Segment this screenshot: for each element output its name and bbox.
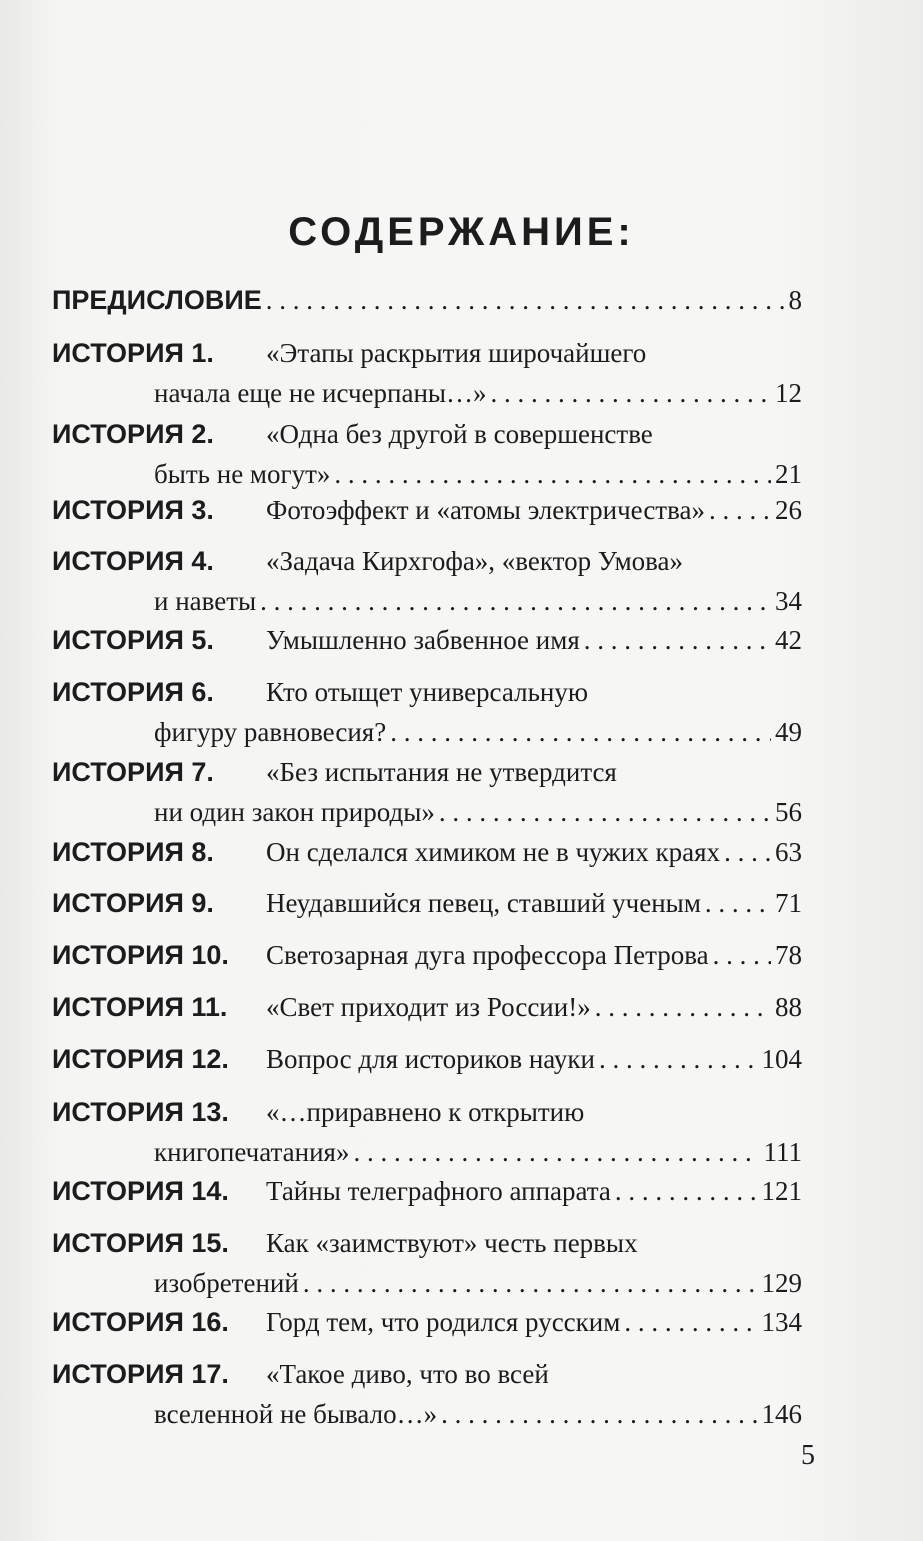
leader-dots <box>624 1302 757 1342</box>
toc-entry-label: ИСТОРИЯ 5. <box>52 625 214 655</box>
toc-page-number: 56 <box>775 797 802 827</box>
toc-entry-label: ИСТОРИЯ 2. <box>52 419 214 449</box>
leader-dots <box>303 1263 758 1303</box>
toc-entry-title-continued: фигуру равновесия? <box>154 717 387 747</box>
toc-page-number: 104 <box>761 1044 802 1074</box>
leader-dots <box>260 581 771 621</box>
toc-entry-title: Умышленно забвенное имя <box>266 625 580 655</box>
toc-entry-title: Неудавшийся певец, ставший ученым <box>266 888 701 918</box>
toc-entry-label: ИСТОРИЯ 17. <box>52 1359 229 1389</box>
toc-page-number: 134 <box>761 1307 802 1337</box>
toc-page-number: 88 <box>775 992 802 1022</box>
toc-entry-title: «Такое диво, что во всей <box>266 1359 549 1389</box>
toc-entry-label: ИСТОРИЯ 11. <box>52 992 228 1022</box>
toc-entry-title: «Задача Кирхгофа», «вектор Умова» <box>266 546 684 576</box>
toc-entry-title-continued: изобретений <box>154 1268 299 1298</box>
toc-entry-title: Кто отыщет универсальную <box>266 677 588 707</box>
toc-page-number: 111 <box>763 1137 802 1167</box>
toc-entry-title: «Без испытания не утвердится <box>266 757 617 787</box>
toc-entry-title: Вопрос для историков науки <box>266 1044 595 1074</box>
toc-page-number: 21 <box>775 459 802 489</box>
toc-page-number: 71 <box>775 888 802 918</box>
toc-page-number: 121 <box>761 1176 802 1206</box>
leader-dots <box>595 987 771 1027</box>
toc-entry-title: Горд тем, что родился русским <box>266 1307 621 1337</box>
toc-entry-title: Тайны телеграфного аппарата <box>266 1176 611 1206</box>
leader-dots <box>705 883 771 923</box>
toc-page-number: 129 <box>761 1268 802 1298</box>
toc-entry-title-continued: книгопечатания» <box>154 1137 350 1167</box>
toc-entry-title-continued: ни один закон природы» <box>154 797 435 827</box>
toc-entry-title: «Одна без другой в совершенстве <box>266 419 653 449</box>
leader-dots <box>713 935 771 975</box>
page-number: 5 <box>801 1440 815 1471</box>
toc-entry-label: ИСТОРИЯ 3. <box>52 495 214 525</box>
toc-entry-title-continued: вселенной не бывало…» <box>154 1399 438 1429</box>
leader-dots <box>709 490 771 530</box>
toc-page-number: 78 <box>775 940 802 970</box>
leader-dots <box>724 832 771 872</box>
leader-dots <box>439 792 771 832</box>
toc-entry-label: ПРЕДИСЛОВИЕ <box>52 285 262 315</box>
toc-page-number: 34 <box>775 586 802 616</box>
toc-entry-title: Фотоэффект и «атомы электричества» <box>266 495 705 525</box>
toc-entry-label: ИСТОРИЯ 12. <box>52 1044 229 1074</box>
toc-page-number: 26 <box>775 495 802 525</box>
toc-entry-label: ИСТОРИЯ 14. <box>52 1176 229 1206</box>
toc-page-number: 63 <box>775 837 802 867</box>
toc-entry-title-continued: начала еще не исчерпаны…» <box>154 378 487 408</box>
toc-entry-title: «…приравнено к открытию <box>266 1097 585 1127</box>
toc-page-number: 12 <box>775 378 802 408</box>
toc-entry-label: ИСТОРИЯ 4. <box>52 546 214 576</box>
toc-entry-title-continued: быть не могут» <box>154 459 331 489</box>
toc-entry-label: ИСТОРИЯ 16. <box>52 1307 229 1337</box>
toc-entry-label: ИСТОРИЯ 10. <box>52 940 229 970</box>
toc-page-number: 146 <box>761 1399 802 1429</box>
toc-entry-label: ИСТОРИЯ 15. <box>52 1228 229 1258</box>
page-title: СОДЕРЖАНИЕ: <box>288 210 635 254</box>
toc-page-number: 8 <box>788 285 802 315</box>
leader-dots <box>615 1171 758 1211</box>
toc-entry-title: Как «заимствуют» честь первых <box>266 1228 638 1258</box>
toc-entry-title: «Этапы раскрытия широчайшего <box>266 338 647 368</box>
leader-dots <box>584 620 771 660</box>
toc-entry-title: Светозарная дуга профессора Петрова <box>266 940 709 970</box>
toc-page-number: 42 <box>775 625 802 655</box>
toc-entry-label: ИСТОРИЯ 8. <box>52 837 214 867</box>
leader-dots <box>491 373 771 413</box>
toc-entry-label: ИСТОРИЯ 7. <box>52 757 214 787</box>
leader-dots <box>266 280 785 320</box>
toc-entry-title: Он сделался химиком не в чужих краях <box>266 837 721 867</box>
toc-entry-title: «Свет приходит из России!» <box>266 992 591 1022</box>
toc-entry-title-continued: и наветы <box>154 586 257 616</box>
toc-entry-label: ИСТОРИЯ 9. <box>52 888 214 918</box>
toc-entry-label: ИСТОРИЯ 13. <box>52 1097 229 1127</box>
toc-entry-label: ИСТОРИЯ 1. <box>52 338 214 368</box>
toc-entry-label: ИСТОРИЯ 6. <box>52 677 214 707</box>
leader-dots <box>334 454 771 494</box>
leader-dots <box>353 1132 759 1172</box>
leader-dots <box>441 1394 757 1434</box>
leader-dots <box>599 1039 758 1079</box>
toc-page-number: 49 <box>775 717 802 747</box>
leader-dots <box>390 712 771 752</box>
